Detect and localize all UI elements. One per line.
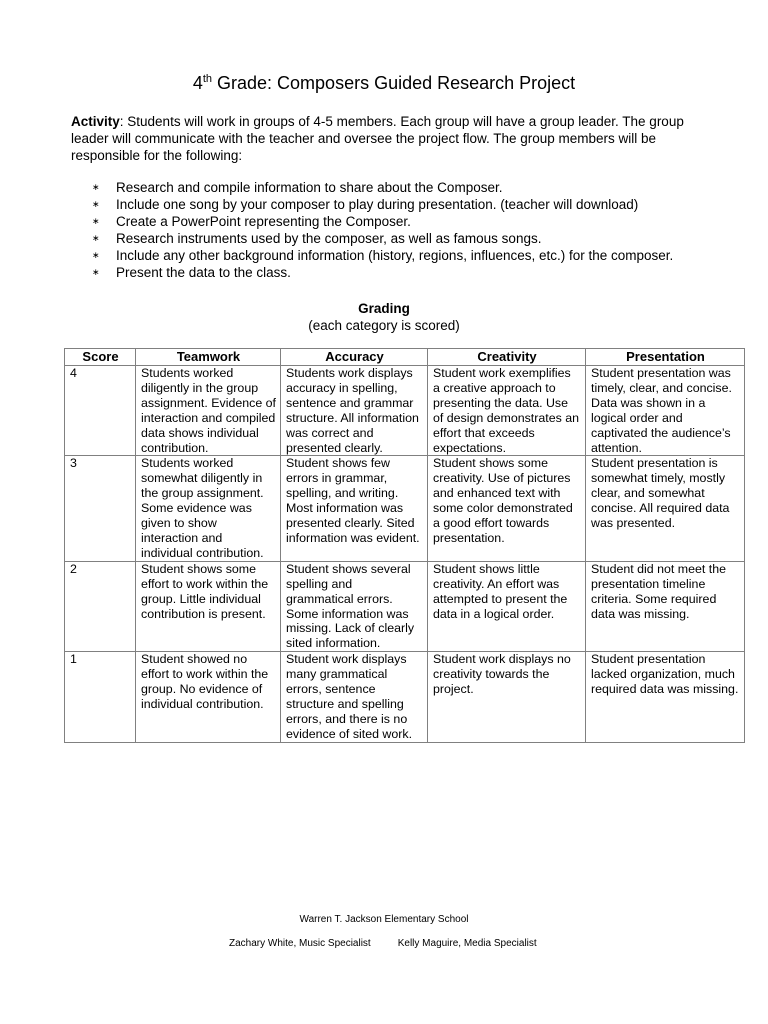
score-cell: 2 [65, 561, 136, 651]
accuracy-cell: Student shows few errors in grammar, spelling, and writing. Most information was presented clearly. Sited information was evident. [281, 456, 428, 561]
grading-heading: Grading [358, 301, 410, 316]
list-item-text: Research and compile information to share about the Composer. [116, 180, 503, 195]
table-row [65, 366, 745, 456]
bullet-star-icon: ∗ [92, 216, 100, 226]
accuracy-cell: Student work displays many grammatical errors, sentence structure and spelling errors, and there is no evidence of sited work. [281, 652, 428, 743]
header-score: Score [65, 349, 136, 366]
title-grade-number: 4 [192, 73, 203, 93]
list-item [92, 213, 673, 230]
footer-music-specialist: Zachary White, Music Specialist [229, 938, 371, 949]
presentation-cell: Student presentation lacked organization, much required data was missing. [586, 652, 745, 743]
bullet-star-icon: ∗ [92, 267, 100, 277]
score-cell: 4 [65, 366, 136, 456]
teamwork-cell: Student showed no effort to work within the group. No evidence of individual contribution. [136, 652, 281, 743]
responsibility-list [92, 179, 673, 281]
list-item [92, 196, 673, 213]
activity-label: Activity [71, 114, 120, 129]
list-item [92, 179, 673, 196]
bullet-star-icon: ∗ [92, 233, 100, 243]
bullet-star-icon: ∗ [92, 199, 100, 209]
grading-rubric-table [64, 348, 745, 743]
footer-media-specialist: Kelly Maguire, Media Specialist [397, 938, 537, 949]
header-accuracy: Accuracy [281, 349, 428, 366]
list-item-text: Present the data to the class. [116, 265, 291, 280]
accuracy-cell: Students work displays accuracy in spelling, sentence and grammar structure. All information was correct and presented clearly. [281, 366, 428, 456]
creativity-cell: Student work displays no creativity towards the project. [428, 652, 586, 743]
footer-staff [229, 938, 537, 950]
table-header-row [65, 349, 745, 366]
list-item-text: Include one song by your composer to play during presentation. (teacher will download) [116, 197, 639, 212]
title-ordinal-suffix: th [202, 73, 213, 85]
list-item [92, 230, 673, 247]
score-cell: 1 [65, 652, 136, 743]
header-creativity: Creativity [428, 349, 586, 366]
presentation-cell: Student presentation was timely, clear, and concise. Data was shown in a logical order and captivated the audience’s attention. [586, 366, 745, 456]
page-title [0, 72, 768, 94]
header-presentation: Presentation [586, 349, 745, 366]
activity-paragraph [71, 113, 701, 164]
table-row [65, 456, 745, 561]
presentation-cell: Student did not meet the presentation timeline criteria. Some required data was missing. [586, 561, 745, 651]
list-item [92, 247, 673, 264]
score-cell: 3 [65, 456, 136, 561]
creativity-cell: Student shows some creativity. Use of pictures and enhanced text with some color demonstrated a good effort towards presentation. [428, 456, 586, 561]
table-row [65, 561, 745, 651]
header-teamwork: Teamwork [136, 349, 281, 366]
table-row [65, 652, 745, 743]
list-item-text: Research instruments used by the composer, as well as famous songs. [116, 231, 542, 246]
teamwork-cell: Students worked somewhat diligently in the group assignment. Some evidence was given to show interaction and individual contribution. [136, 456, 281, 561]
list-item [92, 264, 673, 281]
grading-subheading: (each category is scored) [308, 318, 460, 333]
activity-text: : Students will work in groups of 4-5 members. Each group will have a group leader. The group leader will communicate with the teacher and oversee the project flow. The group members will be responsible for the following: [71, 114, 684, 163]
presentation-cell: Student presentation is somewhat timely, mostly clear, and somewhat concise. All required data was presented. [586, 456, 745, 561]
bullet-star-icon: ∗ [92, 250, 100, 260]
teamwork-cell: Students worked diligently in the group assignment. Evidence of interaction and compiled data shows individual contribution. [136, 366, 281, 456]
title-text: Grade: Composers Guided Research Project [212, 73, 576, 93]
creativity-cell: Student shows little creativity. An effort was attempted to present the data in a logical order. [428, 561, 586, 651]
list-item-text: Create a PowerPoint representing the Composer. [116, 214, 411, 229]
creativity-cell: Student work exemplifies a creative approach to presenting the data. Use of design demonstrates an effort that exceeds expectations. [428, 366, 586, 456]
list-item-text: Include any other background information (history, regions, influences, etc.) for the composer. [116, 248, 674, 263]
accuracy-cell: Student shows several spelling and grammatical errors. Some information was missing. Lack of clearly sited information. [281, 561, 428, 651]
bullet-star-icon: ∗ [92, 182, 100, 192]
footer-school-name: Warren T. Jackson Elementary School [299, 914, 469, 925]
teamwork-cell: Student shows some effort to work within the group. Little individual contribution is present. [136, 561, 281, 651]
